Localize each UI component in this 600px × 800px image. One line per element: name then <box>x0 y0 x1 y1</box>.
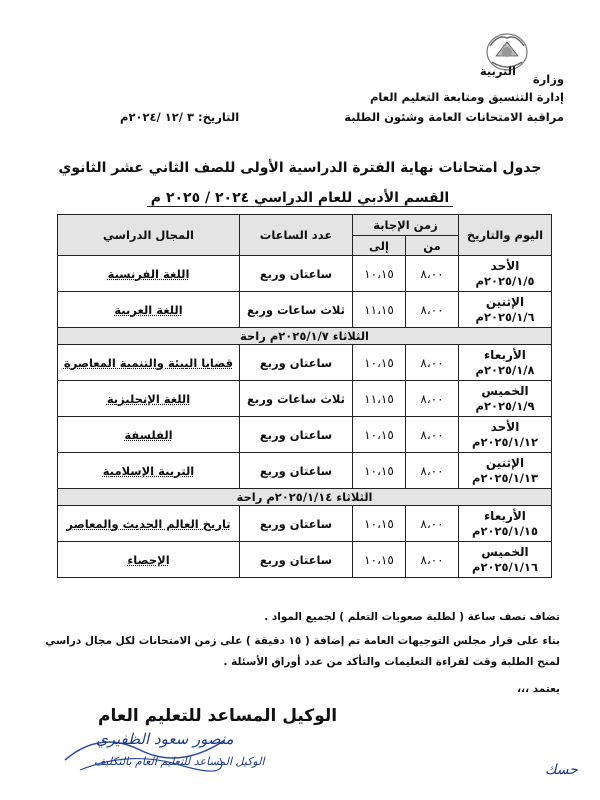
exam-date: ٢٠٢٥/١/١٥م <box>472 523 538 538</box>
day-name: الأحد <box>490 419 520 434</box>
day-name: الأحد <box>490 258 520 273</box>
approval-text: يعتمد ،،، <box>517 683 560 695</box>
time-from: ٨،٠٠ <box>406 345 459 381</box>
time-to: ١٠،١٥ <box>353 506 406 542</box>
day-date-cell <box>459 453 552 489</box>
exam-row <box>58 453 552 489</box>
rest-day-row <box>58 328 552 345</box>
page-subtitle <box>0 190 600 206</box>
day-date-cell <box>459 506 552 542</box>
time-from: ٨،٠٠ <box>406 292 459 328</box>
duration: ثلاث ساعات وربع <box>240 381 353 417</box>
time-from: ٨،٠٠ <box>406 542 459 578</box>
rest-day-row <box>58 489 552 506</box>
signature-scribble-icon <box>60 720 230 780</box>
exam-date: ٢٠٢٥/١/٩م <box>475 398 535 413</box>
exam-date: ٢٠٢٥/١/٨م <box>475 362 535 377</box>
day-date-cell <box>459 345 552 381</box>
time-from: ٨،٠٠ <box>406 381 459 417</box>
time-to: ١٠،١٥ <box>353 417 406 453</box>
subject-name: قضايا البيئة والتنمية المعاصرة <box>58 345 240 381</box>
subject-name: اللغة الإنجليزية <box>58 381 240 417</box>
time-to: ١٠،١٥ <box>353 542 406 578</box>
day-date-cell <box>459 542 552 578</box>
exam-row <box>58 417 552 453</box>
duration: ساعتان وربع <box>240 506 353 542</box>
exam-schedule-table <box>57 214 552 578</box>
day-name: الإثنين <box>485 455 525 470</box>
header-subject: المجال الدراسي <box>58 215 240 256</box>
exam-date: ٢٠٢٥/١/٦م <box>475 309 535 324</box>
exam-row <box>58 506 552 542</box>
time-from: ٨،٠٠ <box>406 417 459 453</box>
exam-row <box>58 345 552 381</box>
subtitle-text: القسم الأدبي للعام الدراسي ٢٠٢٤ / ٢٠٢٥ م <box>147 190 453 207</box>
time-from: ٨،٠٠ <box>406 506 459 542</box>
exam-date: ٢٠٢٥/١/١٦م <box>472 559 538 574</box>
subject-name: التربية الإسلامية <box>58 453 240 489</box>
ministry-label: وزارة <box>532 72 564 86</box>
day-name: الأربعاء <box>484 508 526 523</box>
day-name: الأربعاء <box>484 347 526 362</box>
exam-row <box>58 542 552 578</box>
rest-day-label: الثلاثاء ٢٠٢٥/١/٧م راحة <box>58 328 552 345</box>
ministry-subtitle: التربية <box>479 64 516 78</box>
duration: ساعتان وربع <box>240 417 353 453</box>
note-extra-time: تضاف نصف ساعة ( لطلبة صعوبات التعلم ) لجميع المواد . <box>264 611 560 623</box>
day-date-cell <box>459 381 552 417</box>
day-date-cell <box>459 256 552 292</box>
exam-row <box>58 292 552 328</box>
header-from: من <box>406 236 459 256</box>
time-to: ١١،١٥ <box>353 381 406 417</box>
day-name: الإثنين <box>485 294 525 309</box>
time-to: ١١،١٥ <box>353 292 406 328</box>
exam-date: ٢٠٢٥/١/١٣م <box>472 470 538 485</box>
day-name: الخميس <box>481 544 529 559</box>
time-to: ١٠،١٥ <box>353 256 406 292</box>
exam-date: ٢٠٢٥/١/١٢م <box>472 434 538 449</box>
signatory-role: الوكيل المساعد للتعليم العام بالتكليف <box>94 755 265 768</box>
duration: ساعتان وربع <box>240 542 353 578</box>
subject-name: الفلسفة <box>58 417 240 453</box>
initials-mark: حسك <box>545 762 578 778</box>
exam-row <box>58 256 552 292</box>
subject-name: اللغة العربية <box>58 292 240 328</box>
signatory-title: الوكيل المساعد للتعليم العام <box>98 706 338 726</box>
header-answer-time: زمن الإجابة <box>353 215 459 236</box>
duration: ساعتان وربع <box>240 453 353 489</box>
subject-name: تاريخ العالم الحديث والمعاصر <box>58 506 240 542</box>
time-to: ١٠،١٥ <box>353 345 406 381</box>
day-date-cell <box>459 417 552 453</box>
time-from: ٨،٠٠ <box>406 453 459 489</box>
day-date-cell <box>459 292 552 328</box>
header-day-date: اليوم والتاريخ <box>459 215 552 256</box>
exam-row <box>58 381 552 417</box>
header-to: إلى <box>353 236 406 256</box>
signatory-name: منصور سعود الظفيري <box>96 730 234 748</box>
subject-name: اللغة الفرنسية <box>58 256 240 292</box>
page-title: جدول امتحانات نهاية الفترة الدراسية الأولى للصف الثاني عشر الثانوي <box>58 160 542 176</box>
time-to: ١٠،١٥ <box>353 453 406 489</box>
header-hours: عدد الساعات <box>240 215 353 256</box>
rest-day-label: الثلاثاء ٢٠٢٥/١/١٤م راحة <box>58 489 552 506</box>
duration: ساعتان وربع <box>240 345 353 381</box>
time-from: ٨،٠٠ <box>406 256 459 292</box>
duration: ساعتان وربع <box>240 256 353 292</box>
note-reading-time: لمنح الطلبة وقت لقراءة التعليمات والتأكد من عدد أوراق الأسئلة . <box>223 656 560 668</box>
note-council-decision: بناء على قرار مجلس التوجيهات العامة تم إضافة ( ١٥ دقيقة ) على زمن الامتحانات لكل مجال دراسي <box>45 635 560 647</box>
duration: ثلاث ساعات وربع <box>240 292 353 328</box>
subject-name: الإحصاء <box>58 542 240 578</box>
department-name: إدارة التنسيق ومتابعة التعليم العام <box>369 90 564 104</box>
day-name: الخميس <box>481 383 529 398</box>
exam-schedule-body <box>58 256 552 578</box>
document-date: التاريخ: ٣ /١٢ /٢٠٢٤م <box>120 110 240 124</box>
exam-date: ٢٠٢٥/١/٥م <box>475 273 535 288</box>
office-name: مراقبة الامتحانات العامة وشئون الطلبة <box>344 110 564 124</box>
